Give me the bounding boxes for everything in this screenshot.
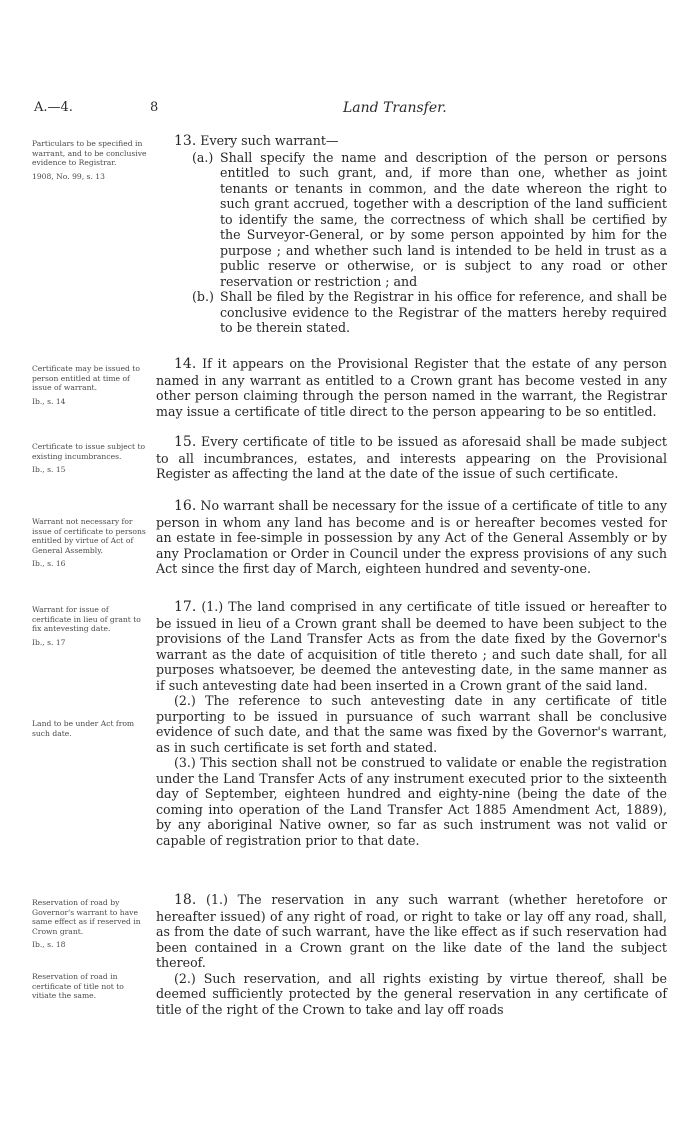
document-reference: A.—4. <box>34 100 73 115</box>
clause-a <box>156 150 667 290</box>
margin-note-s15 <box>32 442 150 475</box>
section-text: If it appears on the Provisional Register that the estate of any person named in any warrant as entitled to a Crown grant has become vested in any other person claiming through the person named in the warrant, the Registrar may issue a certificate of title direct to the person appearing to be so entitled. <box>156 356 667 419</box>
section-text: Every certificate of title to be issued as aforesaid shall be made subject to all incumbrances, estates, and interests appearing on the Provisional Register as affecting the land at the date of the issue of such certificate. <box>156 434 667 481</box>
margin-note-text: Reservation of road in certificate of title not to vitiate the same. <box>32 972 124 1000</box>
section-17 <box>156 599 667 848</box>
subsection-2: (2.) The reference to such antevesting date in any certificate of title purporting to be issued in pursuance of such warrant shall be conclusive evidence of such date, and that the same was fixed by the Governor's warrant, as in such certificate is set forth and stated. <box>156 693 667 755</box>
subsection-1: (1.) The land comprised in any certificate of title issued or hereafter to be issued in lieu of a Crown grant shall be deemed to have been subject to the provisions of the Land Transfer Acts as from the date fixed by the Governor's warrant as the date of acquisition of title thereto ; and such date shall, for all purposes whatsoever, be deemed the antevesting date, in the same manner as if such antevesting date had been inserted in a Crown grant of the said land. <box>156 599 667 693</box>
section-number: 18. <box>174 892 197 908</box>
running-header <box>0 100 700 120</box>
margin-note-s18 <box>32 898 150 950</box>
margin-note-s17-date <box>32 719 150 738</box>
margin-note-s18-road <box>32 972 150 1001</box>
section-text: No warrant shall be necessary for the issue of a certificate of title to any person in whom any land has become and is or hereafter becomes vested for an estate in fee-simple in possession by any Act of the General Assembly or by any Proclamation or Order in Council under the express provisions of any such Act since the first day of March, eighteen hundred and seventy-one. <box>156 498 667 576</box>
section-13 <box>156 133 667 336</box>
clause-text: Shall specify the name and description of the person or persons entitled to such grant, and, if more than one, whether as joint tenants or tenants in common, and the date whereon the right to such grant accrued, together with a description of the land sufficient to identify the same, the correctness of which shall be certified by the Surveyor-General, or by some person appointed by him for the purpose ; and whether such land is intended to be held in trust as a public reserve or otherwise, or is subject to any road or other reservation or restriction ; and <box>220 149 667 289</box>
section-number: 17. <box>174 599 197 615</box>
margin-note-text: Certificate may be issued to person entitled at time of issue of warrant. <box>32 364 140 392</box>
section-15 <box>156 434 667 482</box>
margin-note-s13 <box>32 139 150 181</box>
section-number: 14. <box>174 356 197 372</box>
margin-note-text: Certificate to issue subject to existing incumbrances. <box>32 442 146 461</box>
margin-note-text: Warrant not necessary for issue of certificate to persons entitled by virtue of Act of General Assembly. <box>32 517 146 555</box>
page-number: 8 <box>150 100 159 115</box>
margin-note-text: Land to be under Act from such date. <box>32 719 135 738</box>
page-title: Land Transfer. <box>343 100 447 116</box>
section-18 <box>156 892 667 1017</box>
clause-label: (b.) <box>192 289 214 304</box>
section-intro <box>156 133 667 150</box>
section-number: 16. <box>174 498 197 514</box>
subsection-3: (3.) This section shall not be construed to validate or enable the registration under the Land Transfer Acts of any instrument executed prior to the sixteenth day of September, eighteen hundred and eighty-nine (being the date of the coming into operation of the Land Transfer Act 1885 Amendment Act, 1889), by any aboriginal Native owner, so far as such instrument was not valid or capable of registration prior to that date. <box>156 755 667 848</box>
margin-note-citation: Ib., s. 16 <box>32 559 66 568</box>
margin-note-citation: Ib., s. 14 <box>32 396 66 406</box>
margin-note-citation: Ib., s. 18 <box>32 940 66 949</box>
section-16 <box>156 498 667 577</box>
margin-note-citation: 1908, No. 99, s. 13 <box>32 171 105 181</box>
margin-note-s17 <box>32 605 150 647</box>
clause-b <box>156 289 667 336</box>
margin-note-text: Particulars to be specified in warrant, and to be conclusive evidence to Registrar. <box>32 139 147 167</box>
margin-note-s16 <box>32 517 150 569</box>
clause-text: Shall be filed by the Registrar in his office for reference, and shall be conclusive evidence to the Registrar of the matters hereby required to be therein stated. <box>220 289 667 335</box>
margin-note-citation: Ib., s. 15 <box>32 465 66 474</box>
section-text: Every such warrant— <box>200 133 339 148</box>
margin-note-citation: Ib., s. 17 <box>32 637 66 647</box>
clause-label: (a.) <box>192 149 214 165</box>
section-number: 13. <box>174 133 197 149</box>
subsection-2: (2.) Such reservation, and all rights existing by virtue thereof, shall be deemed sufficiently protected by the general reservation in any certificate of title of the right of the Crown to take and lay off roads <box>156 970 667 1017</box>
section-number: 15. <box>174 434 197 450</box>
margin-note-text: Reservation of road by Governor's warrant to have same effect as if reserved in Crown grant. <box>32 898 141 936</box>
margin-note-text: Warrant for issue of certificate in lieu of grant to fix antevesting date. <box>32 605 141 633</box>
subsection-1: (1.) The reservation in any such warrant (whether heretofore or hereafter issued) of any right of road, or right to take or lay off any road, shall, as from the date of such warrant, have the like effect as if such reservation had been contained in a Crown grant on the like date of the land the subject thereof. <box>156 892 667 970</box>
section-14 <box>156 356 667 419</box>
margin-note-s14 <box>32 364 150 406</box>
